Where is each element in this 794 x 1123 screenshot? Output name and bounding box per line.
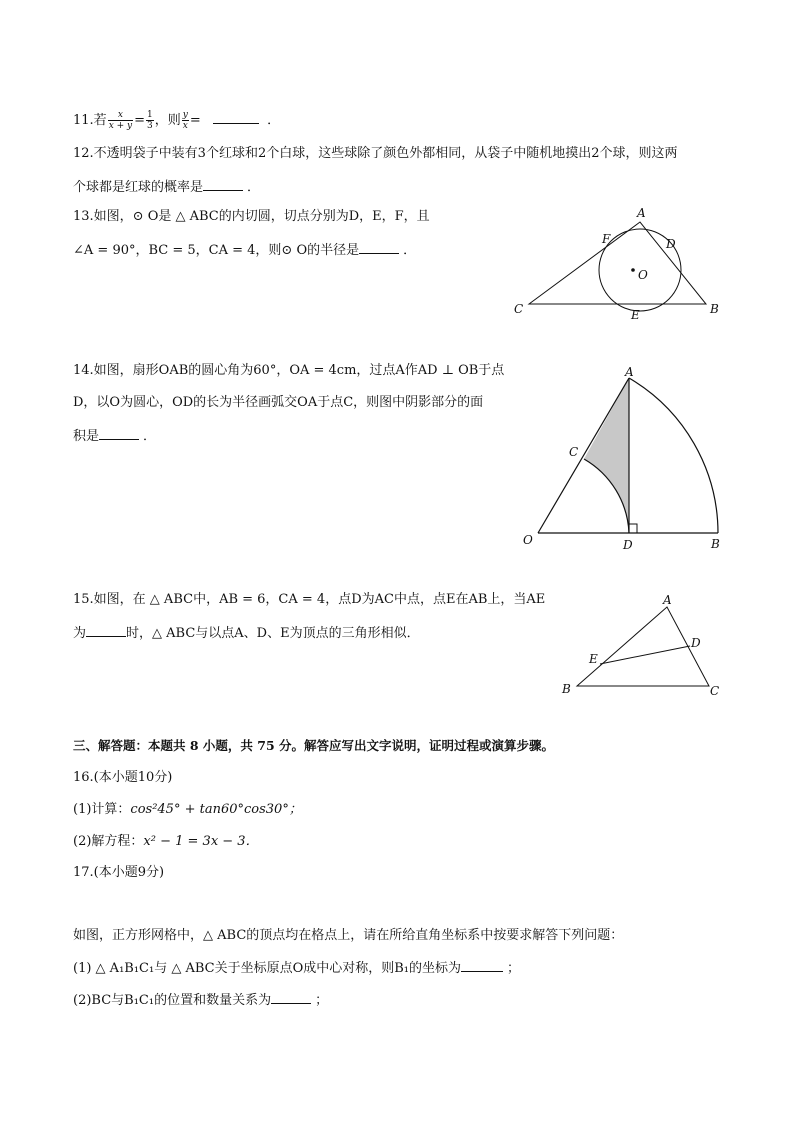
q15-label-d: D <box>691 636 701 650</box>
q16-p2-label: (2)解方程： <box>73 834 144 849</box>
q14-text: 积是 <box>73 429 100 444</box>
question-15-line-1: 15.如图，在 △ ABC中，AB = 6，CA = 4，点D为AC中点，点E在AB上，当AE <box>73 592 546 607</box>
q11-fraction-2: $\frac{1}{3}$ <box>147 110 153 131</box>
q14-label-a: A <box>625 365 634 379</box>
q17-p2-answer-blank[interactable] <box>271 990 311 1004</box>
q15-label-b: B <box>562 682 571 696</box>
q13-label-o: O <box>638 268 648 282</box>
question-17-intro: 如图，正方形网格中，△ ABC的顶点均在格点上，请在所给直角坐标系中按要求解答下列问题： <box>73 928 624 943</box>
q13-label-f: F <box>602 232 611 246</box>
q15-label-a: A <box>663 593 672 607</box>
q14-end: ． <box>143 429 157 444</box>
q17-p1-text: (1) △ A₁B₁C₁与 △ ABC关于坐标原点O成中心对称，则B₁的坐标为 <box>73 961 462 976</box>
question-16-part-2 <box>73 833 259 851</box>
q11-fraction-1: $\frac{x}{x + y}$ <box>108 110 133 131</box>
q13-label-c: C <box>514 302 524 316</box>
q13-label-e: E <box>631 308 640 322</box>
q17-p1-end: ； <box>507 961 521 976</box>
q11-equals-2: = <box>189 113 201 128</box>
q16-p1-label: (1)计算： <box>73 802 131 817</box>
q11-fraction-3: $\frac{y}{x}$ <box>182 110 188 131</box>
question-16-part-1 <box>73 801 302 819</box>
q14-label-c: C <box>569 445 579 459</box>
question-14-line-2: D，以O为圆心，OD的长为半径画弧交OA于点C，则图中阴影部分的面 <box>73 395 484 410</box>
question-14-line-1: 14.如图，扇形OAB的圆心角为60°，OA = 4cm，过点A作AD ⊥ OB于点 <box>73 363 505 378</box>
q14-label-o: O <box>523 533 533 547</box>
q15-text-pre: 为 <box>73 626 87 641</box>
q15-label-c: C <box>710 684 720 698</box>
q14-label-d: D <box>623 538 633 552</box>
q11-middle-text: ，则 <box>154 113 181 128</box>
q14-label-b: B <box>711 537 720 551</box>
q15-label-e: E <box>589 652 598 666</box>
question-12-line-1: 12.不透明袋子中装有3个红球和2个白球，这些球除了颜色外都相同，从袋子中随机地摸出2个球，则这两 <box>73 146 678 161</box>
q15-segment-de <box>600 646 690 664</box>
q11-prefix: 11.若 <box>73 113 107 128</box>
q13-label-a: A <box>637 206 646 220</box>
q15-text-post: 时，△ ABC与以点A、D、E为顶点的三角形相似． <box>126 626 420 641</box>
q17-p1-answer-blank[interactable] <box>461 958 503 972</box>
question-17-head: 17.(本小题9分) <box>73 865 165 880</box>
q13-text: ∠A = 90°，BC = 5，CA = 4，则⊙ O的半径是 <box>73 243 360 258</box>
question-17-part-1 <box>73 958 520 978</box>
question-17-part-2 <box>73 990 328 1010</box>
q12-end: ． <box>247 180 261 195</box>
q16-p1-expression: cos²45° + tan60°cos30°； <box>130 802 302 817</box>
q13-label-d: D <box>666 237 676 251</box>
q17-p2-text: (2)BC与B₁C₁的位置和数量关系为 <box>73 993 272 1008</box>
q11-end: ． <box>267 113 281 128</box>
section-3-title: 三、解答题：本题共 8 小题，共 75 分。解答应写出文字说明，证明过程或演算步骤。 <box>73 738 555 753</box>
q12-text: 个球都是红球的概率是 <box>73 180 204 195</box>
q11-equals-1: = <box>134 113 146 128</box>
q16-p2-expression: x² − 1 = 3x − 3． <box>143 834 259 849</box>
question-13-line-1: 13.如图，⊙ O是 △ ABC的内切圆，切点分别为D，E，F，且 <box>73 209 430 224</box>
q13-label-b: B <box>710 302 719 316</box>
q13-end: ． <box>403 243 417 258</box>
question-16-head: 16.(本小题10分) <box>73 770 173 785</box>
q17-p2-end: ； <box>315 993 329 1008</box>
